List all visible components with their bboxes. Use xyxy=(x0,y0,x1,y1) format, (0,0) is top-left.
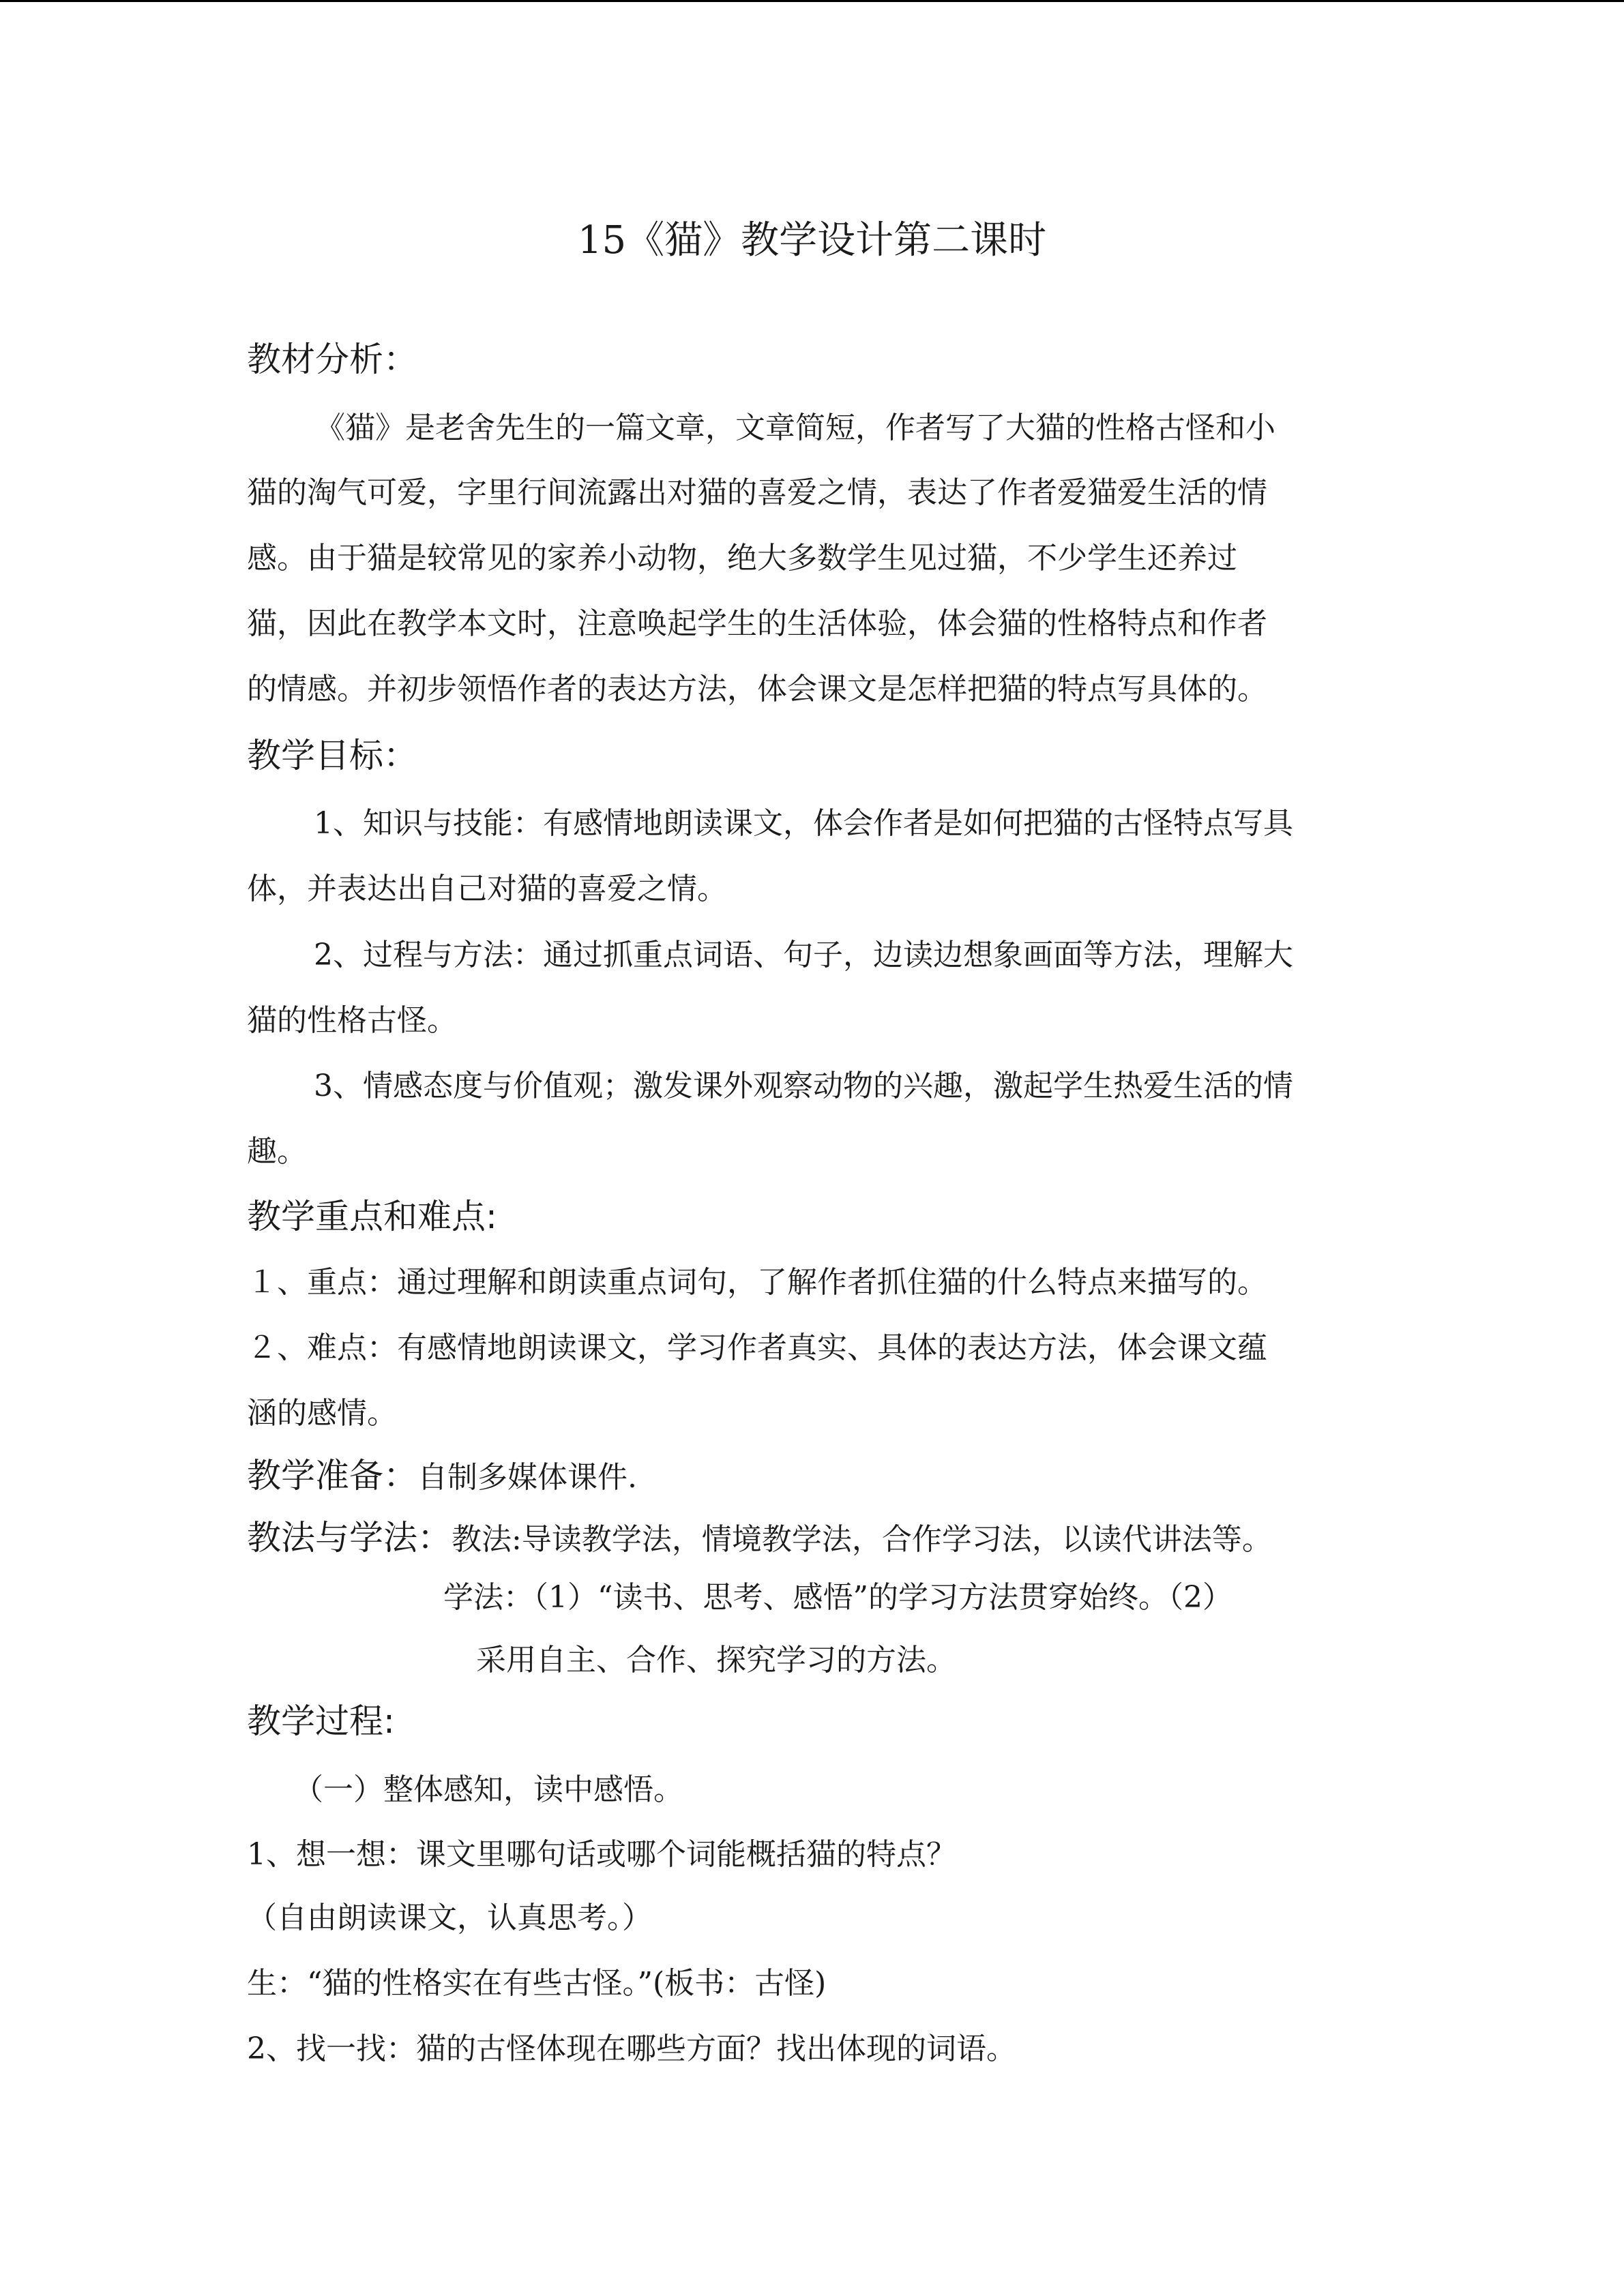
preparation-row xyxy=(247,1455,637,1498)
document-title: 15《猫》教学设计第二课时 xyxy=(577,218,1047,263)
objective-line-2: 体，并表达出自己对猫的喜爱之情。 xyxy=(247,871,727,906)
process-line-1: （一）整体感知，读中感悟。 xyxy=(293,1772,683,1807)
methods-row xyxy=(247,1517,1272,1560)
analysis-line-4: 猫，因此在教学本文时，注意唤起学生的生活体验，体会猫的性格特点和作者 xyxy=(247,606,1267,641)
page-top-border xyxy=(0,0,1624,2)
key-point-line-3: 涵的感情。 xyxy=(247,1396,397,1431)
key-point-line-2: ２、难点：有感情地朗读课文，学习作者真实、具体的表达方法，体会课文蕴 xyxy=(247,1330,1267,1365)
preparation-heading: 教学准备： xyxy=(247,1456,417,1495)
process-heading: 教学过程: xyxy=(247,1701,395,1741)
analysis-line-2: 猫的淘气可爱，字里行间流露出对猫的喜爱之情，表达了作者爱猫爱生活的情 xyxy=(247,475,1267,510)
analysis-line-1: 《猫》是老舍先生的一篇文章，文章简短，作者写了大猫的性格古怪和小 xyxy=(315,411,1275,445)
analysis-line-5: 的情感。并初步领悟作者的表达方法，体会课文是怎样把猫的特点写具体的。 xyxy=(247,672,1267,706)
methods-teaching-text: 教法:导读教学法，情境教学法，合作学习法，以读代讲法等。 xyxy=(452,1522,1272,1557)
methods-heading: 教法与学法： xyxy=(247,1518,452,1557)
objective-line-1: 1、知识与技能：有感情地朗读课文，体会作者是如何把猫的古怪特点写具 xyxy=(314,806,1293,841)
objective-line-4: 猫的性格古怪。 xyxy=(247,1003,457,1038)
process-line-5: 2、找一找：猫的古怪体现在哪些方面？找出体现的词语。 xyxy=(247,2031,1016,2066)
key-points-heading: 教学重点和难点: xyxy=(247,1197,497,1236)
key-point-line-1: １、重点：通过理解和朗读重点词句，了解作者抓住猫的什么特点来描写的。 xyxy=(247,1265,1267,1300)
objective-line-5: 3、情感态度与价值观；激发课外观察动物的兴趣，激起学生热爱生活的情 xyxy=(314,1069,1293,1103)
objective-line-6: 趣。 xyxy=(247,1134,307,1169)
process-line-4: 生：“猫的性格实在有些古怪。”(板书：古怪) xyxy=(247,1966,827,2001)
analysis-heading: 教材分析： xyxy=(247,340,417,379)
methods-learning-line-1: 学法：（1）“读书、思考、感悟”的学习方法贯穿始终。（2） xyxy=(443,1580,1232,1615)
process-line-2: 1、想一想：课文里哪句话或哪个词能概括猫的特点？ xyxy=(247,1837,956,1872)
process-line-3: （自由朗读课文，认真思考。） xyxy=(247,1900,652,1935)
objectives-heading: 教学目标： xyxy=(247,736,417,775)
analysis-line-3: 感。由于猫是较常见的家养小动物，绝大多数学生见过猫，不少学生还养过 xyxy=(247,541,1237,576)
preparation-text: 自制多媒体课件. xyxy=(417,1460,637,1495)
objective-line-3: 2、过程与方法：通过抓重点词语、句子，边读边想象画面等方法，理解大 xyxy=(314,938,1293,972)
methods-learning-line-2: 采用自主、合作、探究学习的方法。 xyxy=(476,1643,956,1678)
